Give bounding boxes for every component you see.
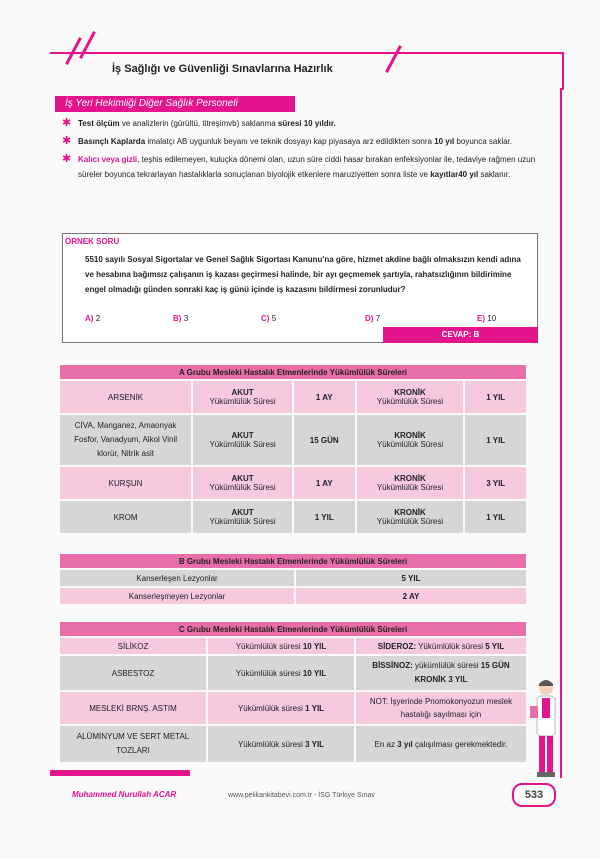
table-row: ALÜMİNYUM VE SERT METAL TOZLARI Yükümlülük süresi 3 YIL En az 3 yıl çalışılması gerekmektedir. xyxy=(60,726,526,762)
table-group-b xyxy=(58,552,528,606)
table-row: Kanserleşen Lezyonlar 5 YIL xyxy=(60,570,526,586)
table-group-c xyxy=(58,620,528,764)
footer-url: www.pelikankitabevi.com.tr - İSG Türkiye Sınav xyxy=(228,792,375,799)
table-row: ASBESTOZ Yükümlülük süresi 10 YIL BİSSİNOZ: yükümlülük süresi 15 GÜN KRONİK 3 YIL xyxy=(60,656,526,690)
table-row: ARSENİK AKUT Yükümlülük Süresi 1 AY KRONİK Yükümlülük Süresi 1 YIL xyxy=(60,381,526,413)
option-a: A) 2 xyxy=(85,314,101,323)
sample-label: ÖRNEK SORU xyxy=(65,237,120,246)
table-title: A Grubu Mesleki Hastalık Etmenlerinde Yükümlülük Süreleri xyxy=(60,365,526,379)
option-e: E) 10 xyxy=(477,314,497,323)
star-bullet-icon: ✱ xyxy=(62,117,72,129)
table-group-a xyxy=(58,363,528,535)
bullet-item: ✱ Test ölçüm ve analizlerin (gürültü, titreşimvb) saklanma süresi 10 yıldır. xyxy=(62,117,336,129)
answer-badge: CEVAP: B xyxy=(383,327,538,343)
table-row: SİLİKOZ Yükümlülük süresi 10 YIL SİDEROZ: Yükümlülük süresi 5 YIL xyxy=(60,638,526,654)
bullet-item: ✱ Kalıcı veya gizli, teşhis edilemeyen, kuluçka dönemi olan, uzun süre ciddi hasar bırakan enfeksiyonlar ile, tedaviye rağmen uzun süreler boyunca tekrarlayan hastalıklarla sonuçlanan biyolojik etkenlere maruziyetten sonra liste ve kayıtlar40 yıl saklanır. xyxy=(62,153,536,179)
table-title: C Grubu Mesleki Hastalık Etmenlerinde Yükümlülük Süreleri xyxy=(60,622,526,636)
page-title: İş Sağlığı ve Güvenliği Sınavlarına Hazırlık xyxy=(112,63,333,75)
table-row: MESLEKİ BRNŞ. ASTIM Yükümlülük süresi 1 YIL NOT: İşyerinde Pnomokonyozun meslek hastalığı sayılması için xyxy=(60,692,526,724)
star-bullet-icon: ✱ xyxy=(62,135,72,147)
star-bullet-icon: ✱ xyxy=(62,153,72,165)
footer-bar xyxy=(50,770,190,776)
sample-question-box xyxy=(62,233,538,343)
option-d: D) 7 xyxy=(365,314,381,323)
page-number: 533 xyxy=(512,783,556,807)
section-subtitle: İş Yeri Hekimliği Diğer Sağlık Personeli xyxy=(55,96,295,112)
bullet-list xyxy=(62,116,546,185)
bullet-item: ✱ Basınçlı Kaplarda imalatçı AB uygunluk beyanı ve teknik dosyayı kap piyasaya arz edildikten sonra 10 yıl boyunca saklar. xyxy=(62,135,513,147)
option-b: B) 3 xyxy=(173,314,189,323)
author-name: Muhammed Nurullah ACAR xyxy=(72,790,177,799)
table-row: KROM AKUT Yükümlülük Süresi 1 YIL KRONİK Yükümlülük Süresi 1 YIL xyxy=(60,501,526,533)
table-row: Kanserleşmeyen Lezyonlar 2 AY xyxy=(60,588,526,604)
table-row: CİVA, Manganez, Amaonyak Fosfor, Vanadyum, Alkol Vinil klorür, Nitrik asit AKUT Yükümlülük Süresi 15 GÜN KRONİK Yükümlülük Süresi 1 YIL xyxy=(60,415,526,465)
option-c: C) 5 xyxy=(261,314,277,323)
table-title: B Grubu Mesleki Hastalık Etmenlerinde Yükümlülük Süreleri xyxy=(60,554,526,568)
page-border xyxy=(560,88,562,778)
doctor-mascot-icon xyxy=(526,676,562,784)
table-row: KURŞUN AKUT Yükümlülük Süresi 1 AY KRONİK Yükümlülük Süresi 3 YIL xyxy=(60,467,526,499)
question-text: 5510 sayılı Sosyal Sigortalar ve Genel Sağlık Sigortası Kanunu'na göre, hizmet akdine bağlı olmaksızın kendi adına ve hesabına bağımsız çalışanın iş kazası geçirmesi halinde, bir ayı geçmemek şartıyla, rahatsızlığının bildirimine engel olmadığı günden sonraki kaç iş günü içinde iş kazasını bildirmesi zorunludur? xyxy=(85,255,521,294)
answer-options xyxy=(85,314,535,326)
